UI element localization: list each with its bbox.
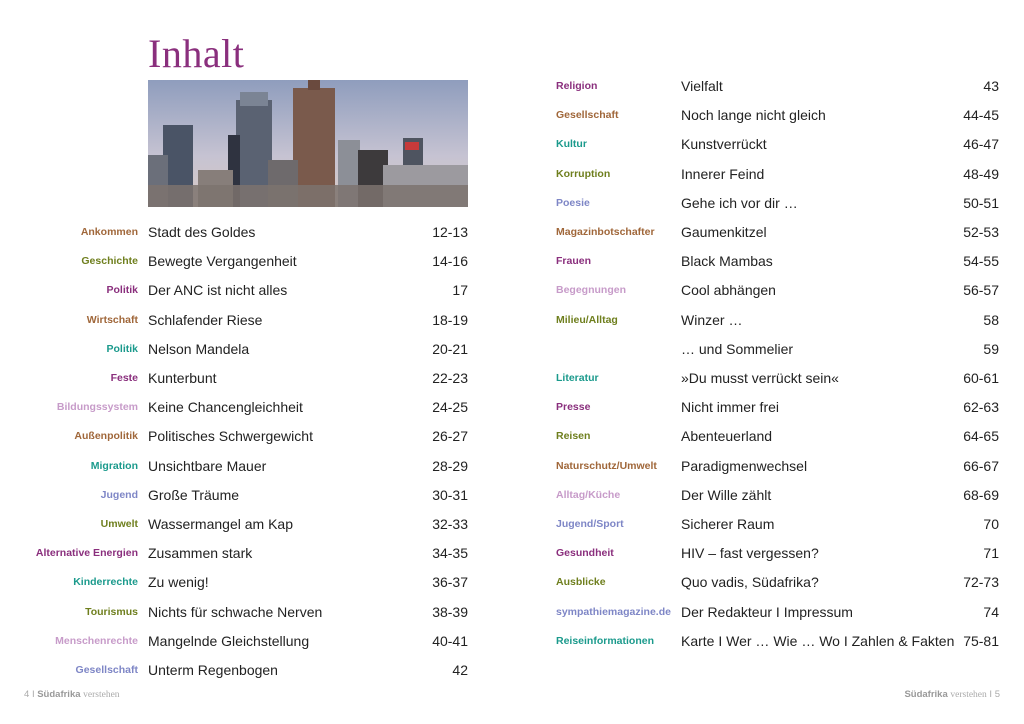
- toc-title: Unsichtbare Mauer: [148, 457, 267, 474]
- toc-page-number: 72-73: [963, 574, 999, 591]
- toc-entry[interactable]: [0, 218, 1024, 247]
- toc-title: Winzer …: [681, 311, 743, 328]
- toc-category: Ankommen: [80, 226, 138, 238]
- toc-title: Politisches Schwergewicht: [148, 428, 313, 445]
- toc-category: Politik: [106, 342, 138, 355]
- toc-title: Kunstverrückt: [681, 136, 767, 153]
- toc-title: Unterm Regenbogen: [148, 662, 278, 678]
- toc-category: Naturschutz/Umwelt: [556, 459, 657, 472]
- toc-page-number: 17: [452, 282, 468, 299]
- toc-page-number: 50-51: [963, 194, 999, 211]
- toc-title: Bewegte Vergangenheit: [148, 253, 297, 270]
- toc-entry[interactable]: [0, 452, 1024, 481]
- toc-page-number: 43: [983, 78, 999, 94]
- toc-title: Vielfalt: [681, 78, 723, 94]
- toc-entry[interactable]: [0, 335, 1024, 364]
- toc-title: Innerer Feind: [681, 165, 765, 182]
- toc-category: Migration: [90, 459, 138, 472]
- toc-page-number: 28-29: [432, 457, 468, 474]
- toc-category: Jugend/Sport: [556, 518, 624, 530]
- toc-page-number: 60-61: [963, 370, 999, 386]
- toc-page-number: 42: [452, 662, 468, 678]
- toc-page-number: 14-16: [432, 253, 468, 270]
- toc-title: Sicherer Raum: [681, 516, 775, 532]
- toc-entry[interactable]: [0, 510, 1024, 539]
- toc-category: sympathiemagazine.de: [556, 605, 671, 618]
- toc-entry[interactable]: [0, 656, 520, 685]
- toc-page-number: 32-33: [432, 516, 468, 532]
- toc-page-number: 64-65: [963, 428, 999, 445]
- toc-category: Literatur: [556, 372, 599, 384]
- toc-entry[interactable]: [0, 481, 1024, 510]
- toc-entry[interactable]: [0, 422, 1024, 451]
- toc-page-number: 75-81: [963, 632, 999, 649]
- toc-category: Alternative Energien: [35, 547, 138, 560]
- toc-entry[interactable]: [0, 539, 1024, 568]
- toc-entry[interactable]: [0, 189, 1024, 218]
- toc-page-number: 59: [983, 340, 999, 357]
- toc-category: Geschichte: [81, 255, 138, 268]
- toc-title: Cool abhängen: [681, 282, 776, 299]
- toc-page-number: 12-13: [432, 224, 468, 240]
- toc-title: Zusammen stark: [148, 545, 253, 562]
- toc-page-number: 70: [983, 516, 999, 532]
- toc-category: Religion: [556, 80, 598, 92]
- footer-page-number: 5: [994, 689, 1000, 700]
- toc-category: Feste: [110, 372, 138, 384]
- toc-title: Mangelnde Gleichstellung: [148, 632, 310, 649]
- toc-page-number: 54-55: [963, 253, 999, 270]
- toc-page-number: 46-47: [963, 136, 999, 153]
- footer-right: [904, 689, 1000, 700]
- toc-title: Nichts für schwache Nerven: [148, 603, 323, 620]
- toc-entry[interactable]: [0, 130, 1024, 159]
- toc-category: Korruption: [556, 167, 611, 180]
- toc-title: Wassermangel am Kap: [148, 516, 293, 532]
- toc-title: Stadt des Goldes: [148, 224, 256, 240]
- toc-title: Der Wille zählt: [681, 486, 772, 503]
- toc-page-number: 22-23: [432, 370, 468, 386]
- toc-entry[interactable]: [0, 276, 1024, 305]
- toc-category: Gesellschaft: [75, 664, 138, 676]
- toc-page-number: 30-31: [432, 486, 468, 503]
- toc-category: Bildungssystem: [56, 401, 138, 414]
- toc-title: Der Redakteur I Impressum: [681, 603, 853, 620]
- toc-title: Noch lange nicht gleich: [681, 107, 826, 124]
- toc-category: Kultur: [556, 138, 587, 151]
- toc-title: »Du musst verrückt sein«: [681, 370, 839, 386]
- toc-page-number: 20-21: [432, 340, 468, 357]
- toc-category: Begegnungen: [556, 284, 626, 297]
- toc-title: … und Sommelier: [681, 340, 794, 357]
- toc-category: Ausblicke: [556, 576, 606, 589]
- toc-category: Wirtschaft: [86, 313, 138, 326]
- toc-page-number: 56-57: [963, 282, 999, 299]
- toc-category: Politik: [106, 284, 138, 297]
- toc-entry[interactable]: [0, 72, 1024, 101]
- toc-title: Paradigmenwechsel: [681, 457, 808, 474]
- toc-title: Nicht immer frei: [681, 399, 780, 416]
- toc-entry[interactable]: [0, 568, 1024, 597]
- toc-title: Gehe ich vor dir …: [681, 194, 798, 211]
- footer-word: verstehen: [83, 690, 120, 700]
- toc-category: Menschenrechte: [55, 634, 138, 647]
- toc-category: Gesundheit: [556, 547, 614, 560]
- footer-country: Südafrika: [904, 689, 948, 700]
- toc-page-number: 18-19: [432, 311, 468, 328]
- footer-separator: I: [989, 689, 993, 700]
- toc-title: Karte I Wer … Wie … Wo I Zahlen & Fakten: [681, 632, 955, 649]
- toc-category: Presse: [556, 401, 591, 414]
- toc-page-number: 36-37: [432, 574, 468, 591]
- toc-page-number: 34-35: [432, 545, 468, 562]
- toc-title: Gaumenkitzel: [681, 224, 767, 240]
- toc-category: Poesie: [556, 196, 590, 209]
- footer-page-number: 4: [24, 689, 30, 700]
- toc-category: Umwelt: [100, 518, 138, 530]
- toc-title: Nelson Mandela: [148, 340, 250, 357]
- toc-title: Black Mambas: [681, 253, 773, 270]
- toc-entry[interactable]: [0, 101, 1024, 130]
- toc-category: Gesellschaft: [556, 109, 619, 122]
- toc-entry[interactable]: [0, 364, 1024, 393]
- toc-page-number: 71: [983, 545, 999, 562]
- toc-title: Quo vadis, Südafrika?: [681, 574, 819, 591]
- toc-entry[interactable]: [0, 160, 1024, 189]
- toc-category: Alltag/Küche: [556, 488, 621, 501]
- toc-page-number: 44-45: [963, 107, 999, 124]
- footer-word: verstehen: [950, 690, 987, 700]
- toc-page-number: 74: [983, 603, 999, 620]
- toc-title: Kunterbunt: [148, 370, 217, 386]
- toc-category: Milieu/Alltag: [556, 313, 618, 326]
- page-title: Inhalt: [148, 31, 245, 76]
- toc-category: Tourismus: [85, 605, 138, 618]
- toc-entry[interactable]: [0, 627, 1024, 656]
- toc-title: Abenteuerland: [681, 428, 773, 445]
- toc-page-number: 66-67: [963, 457, 999, 474]
- toc-entry[interactable]: [0, 393, 1024, 422]
- toc-page-number: 40-41: [432, 632, 468, 649]
- toc-title: Keine Chancengleichheit: [148, 399, 303, 416]
- toc-category: Frauen: [556, 255, 592, 268]
- toc-category: Reiseinformationen: [556, 634, 655, 647]
- toc-page-number: 24-25: [432, 399, 468, 416]
- toc-page-number: 62-63: [963, 399, 999, 416]
- toc-entry[interactable]: [0, 247, 1024, 276]
- footer-country: Südafrika: [37, 689, 81, 700]
- toc-page-number: 58: [983, 311, 999, 328]
- toc-page-number: 48-49: [963, 165, 999, 182]
- toc-title: Schlafender Riese: [148, 311, 263, 328]
- toc-entry[interactable]: [0, 306, 1024, 335]
- toc-page-number: 38-39: [432, 603, 468, 620]
- toc-entry[interactable]: [0, 598, 1024, 627]
- toc-page-number: 26-27: [432, 428, 468, 445]
- toc-title: HIV – fast vergessen?: [681, 545, 819, 562]
- toc-title: Der ANC ist nicht alles: [148, 282, 288, 299]
- toc-category: Außenpolitik: [74, 430, 138, 443]
- toc-category: Reisen: [556, 430, 591, 443]
- footer-separator: I: [31, 689, 35, 700]
- toc-category: Jugend: [100, 488, 138, 501]
- toc-title: Zu wenig!: [148, 574, 209, 591]
- toc-title: Große Träume: [148, 486, 240, 503]
- toc-category: Magazinbotschafter: [556, 226, 655, 238]
- toc-page-number: 52-53: [963, 224, 999, 240]
- footer-left: [24, 689, 120, 700]
- toc-page-number: 68-69: [963, 486, 999, 503]
- toc-category: Kinderrechte: [73, 576, 138, 589]
